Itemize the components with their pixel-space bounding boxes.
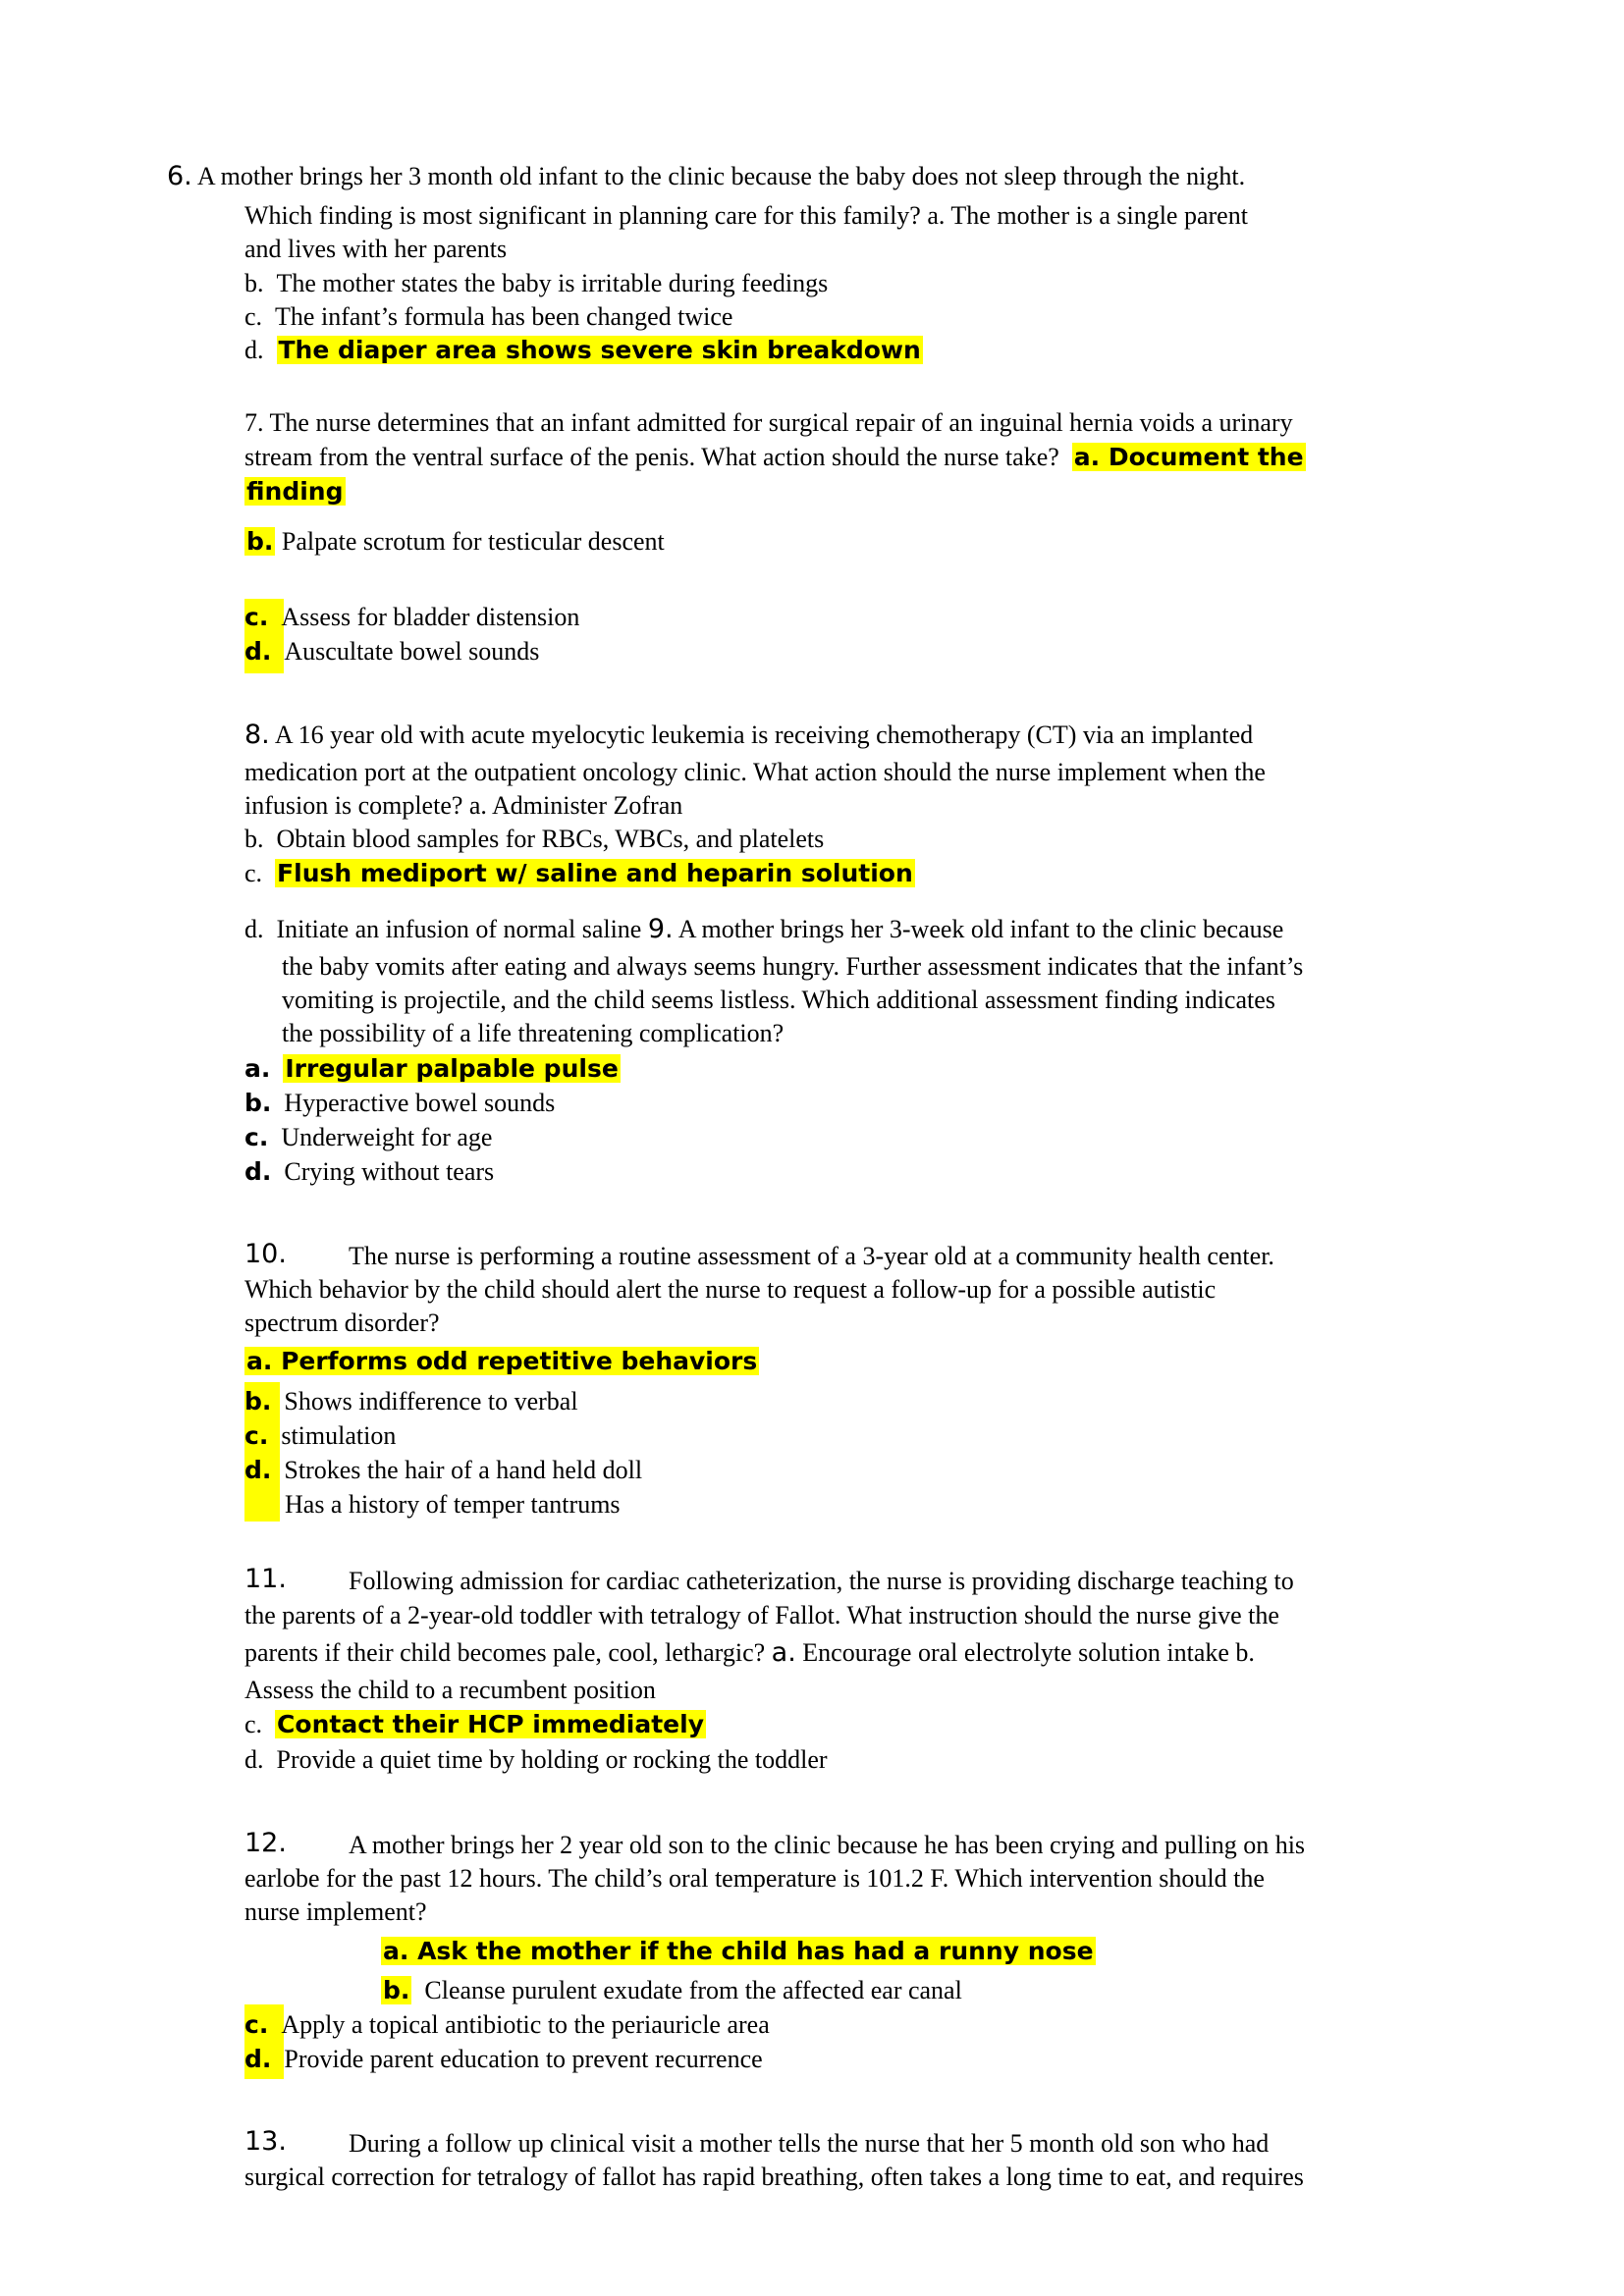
option-label: c. — [244, 1123, 269, 1151]
option-label: c. — [244, 859, 263, 887]
option-text: The mother states the baby is irritable during feedings — [276, 269, 829, 297]
highlighted-answer: Irregular palpable pulse — [285, 1054, 619, 1083]
question-6-line: Which finding is most significant in planning care for this family? a. The mother is a single parent — [244, 201, 1248, 230]
question-number: 9. — [647, 914, 674, 944]
question-9-option-b — [244, 1088, 555, 1119]
option-text: stimulation — [281, 1421, 397, 1450]
option-text: Shows indifference to verbal — [284, 1387, 578, 1415]
question-11-option-d — [244, 1744, 828, 1776]
option-label: b. — [244, 825, 264, 853]
question-7-option-d — [244, 636, 539, 667]
question-13-line: surgical correction for tetralogy of fallot has rapid breathing, often takes a long time to eat, and requires — [244, 2163, 1304, 2191]
question-12-number — [244, 1828, 287, 1859]
question-10-option-a — [244, 1346, 759, 1377]
option-text: Strokes the hair of a hand held doll — [284, 1456, 643, 1484]
question-9-option-a — [244, 1053, 621, 1085]
highlighted-answer: Flush mediport w/ saline and heparin solution — [277, 859, 913, 887]
question-9-line: vomiting is projectile, and the child seems listless. Which additional assessment finding indicates — [282, 986, 1275, 1014]
question-10-line: Which behavior by the child should alert the nurse to request a follow-up for a possible autistic — [244, 1275, 1217, 1304]
option-label: d. — [244, 637, 272, 666]
question-text: parents if their child becomes pale, cool, lethargic? — [244, 1638, 766, 1667]
option-text: Underweight for age — [281, 1123, 493, 1151]
question-7-line — [244, 442, 1306, 473]
question-11-line — [244, 1637, 1255, 1669]
question-9-option-c — [244, 1122, 492, 1153]
question-12-option-a — [381, 1936, 1096, 1967]
option-label: b. — [246, 527, 274, 556]
question-13-stem: During a follow up clinical visit a mother tells the nurse that her 5 month old son who had — [349, 2129, 1270, 2158]
question-12-line: earlobe for the past 12 hours. The child’s oral temperature is 101.2 F. Which intervention should the — [244, 1864, 1265, 1893]
question-8-option-c — [244, 858, 915, 889]
option-label: d. — [244, 1745, 264, 1774]
question-10-option-e: Has a history of temper tantrums — [285, 1490, 621, 1519]
highlighted-answer: a. Ask the mother if the child has had a runny nose — [383, 1937, 1094, 1965]
question-10-option-c — [244, 1420, 396, 1452]
option-text: Initiate an infusion of normal saline — [276, 915, 642, 943]
question-7-stem: 7. The nurse determines that an infant admitted for surgical repair of an inguinal hernia voids a urinary — [244, 408, 1293, 437]
option-label: d. — [244, 2045, 272, 2073]
question-text: A mother brings her 3-week old infant to the clinic because — [677, 915, 1284, 943]
question-10-option-b — [244, 1386, 578, 1417]
option-text: Encourage oral electrolyte solution intake b. — [802, 1638, 1255, 1667]
option-label: c. — [244, 302, 263, 331]
question-13-number — [244, 2126, 287, 2158]
question-6-line: and lives with her parents — [244, 235, 508, 263]
question-10-stem: The nurse is performing a routine assessment of a 3-year old at a community health center. — [349, 1242, 1274, 1270]
question-8-line: medication port at the outpatient oncology clinic. What action should the nurse implement when the — [244, 758, 1266, 786]
highlighted-answer: a. Performs odd repetitive behaviors — [246, 1347, 758, 1375]
question-number: 8. — [244, 720, 270, 750]
question-9-line: the baby vomits after eating and always seems hungry. Further assessment indicates that the infant’s — [282, 952, 1304, 981]
option-label: b. — [244, 269, 264, 297]
option-label: a. — [771, 1637, 796, 1668]
question-7-option-b — [244, 526, 665, 558]
question-12-option-b — [381, 1975, 962, 2006]
question-12-option-c — [244, 2009, 770, 2041]
option-text: Obtain blood samples for RBCs, WBCs, and platelets — [276, 825, 825, 853]
highlighted-answer: a. Document the — [1073, 443, 1304, 471]
highlighted-answer: Contact their HCP immediately — [277, 1710, 704, 1738]
question-number: 11. — [244, 1564, 287, 1594]
option-label: c. — [244, 1421, 269, 1450]
question-11-option-c — [244, 1709, 706, 1740]
option-text: Palpate scrotum for testicular descent — [281, 527, 665, 556]
question-12-stem: A mother brings her 2 year old son to the clinic because he has been crying and pulling on his — [349, 1831, 1306, 1859]
option-label: b. — [244, 1387, 272, 1415]
option-text: The infant’s formula has been changed twice — [275, 302, 733, 331]
question-11-number — [244, 1564, 287, 1595]
option-label: d. — [244, 1456, 272, 1484]
option-text: Hyperactive bowel sounds — [284, 1089, 556, 1117]
question-text: A 16 year old with acute myelocytic leukemia is receiving chemotherapy (CT) via an implanted — [274, 721, 1254, 749]
option-label: c. — [244, 603, 269, 631]
option-label: c. — [244, 2010, 269, 2039]
option-label: d. — [244, 336, 264, 364]
option-label: b. — [383, 1976, 410, 2004]
highlighted-answer: finding — [246, 477, 344, 506]
option-text: Assess for bladder distension — [281, 603, 580, 631]
option-text: Provide a quiet time by holding or rocking the toddler — [276, 1745, 828, 1774]
question-8-option-d — [244, 914, 1283, 945]
question-12-line: nurse implement? — [244, 1897, 427, 1926]
question-7-line — [244, 476, 346, 507]
option-text: Auscultate bowel sounds — [284, 637, 540, 666]
question-6-option-d — [244, 335, 923, 366]
option-text: Provide parent education to prevent recurrence — [284, 2045, 763, 2073]
question-number: 12. — [244, 1828, 287, 1858]
question-11-line: the parents of a 2-year-old toddler with tetralogy of Fallot. What instruction should the nurse give the — [244, 1601, 1279, 1629]
highlighted-answer: The diaper area shows severe skin breakdown — [278, 336, 921, 364]
option-text: Apply a topical antibiotic to the periauricle area — [281, 2010, 770, 2039]
question-number: 10. — [244, 1239, 287, 1269]
option-label: c. — [244, 1710, 263, 1738]
option-label: d. — [244, 1157, 272, 1186]
question-8-option-b — [244, 824, 824, 855]
option-label: a. — [244, 1054, 271, 1083]
option-text: Crying without tears — [284, 1157, 495, 1186]
option-text: Cleanse purulent exudate from the affected ear canal — [424, 1976, 962, 2004]
question-8-line: infusion is complete? a. Administer Zofran — [244, 791, 683, 820]
question-11-line: Assess the child to a recumbent position — [244, 1676, 656, 1704]
question-9-line: the possibility of a life threatening complication? — [282, 1019, 785, 1047]
question-10-number — [244, 1239, 287, 1270]
question-6-option-b — [244, 268, 828, 299]
question-text: stream from the ventral surface of the penis. What action should the nurse take? — [244, 443, 1059, 471]
question-text: A mother brings her 3 month old infant to the clinic because the baby does not sleep through the night. — [196, 162, 1246, 190]
question-11-stem: Following admission for cardiac catheterization, the nurse is providing discharge teaching to — [349, 1567, 1294, 1595]
question-9-option-d — [244, 1156, 494, 1188]
option-label: d. — [244, 915, 264, 943]
question-7-option-c — [244, 602, 579, 633]
question-6-stem — [167, 161, 1245, 192]
question-10-option-d — [244, 1455, 642, 1486]
question-12-option-d — [244, 2044, 763, 2075]
option-label: b. — [244, 1089, 272, 1117]
question-8-stem — [244, 720, 1253, 751]
question-10-line: spectrum disorder? — [244, 1308, 440, 1337]
question-number: 13. — [244, 2126, 287, 2157]
question-6-option-c — [244, 301, 732, 333]
question-number: 6. — [167, 161, 192, 191]
